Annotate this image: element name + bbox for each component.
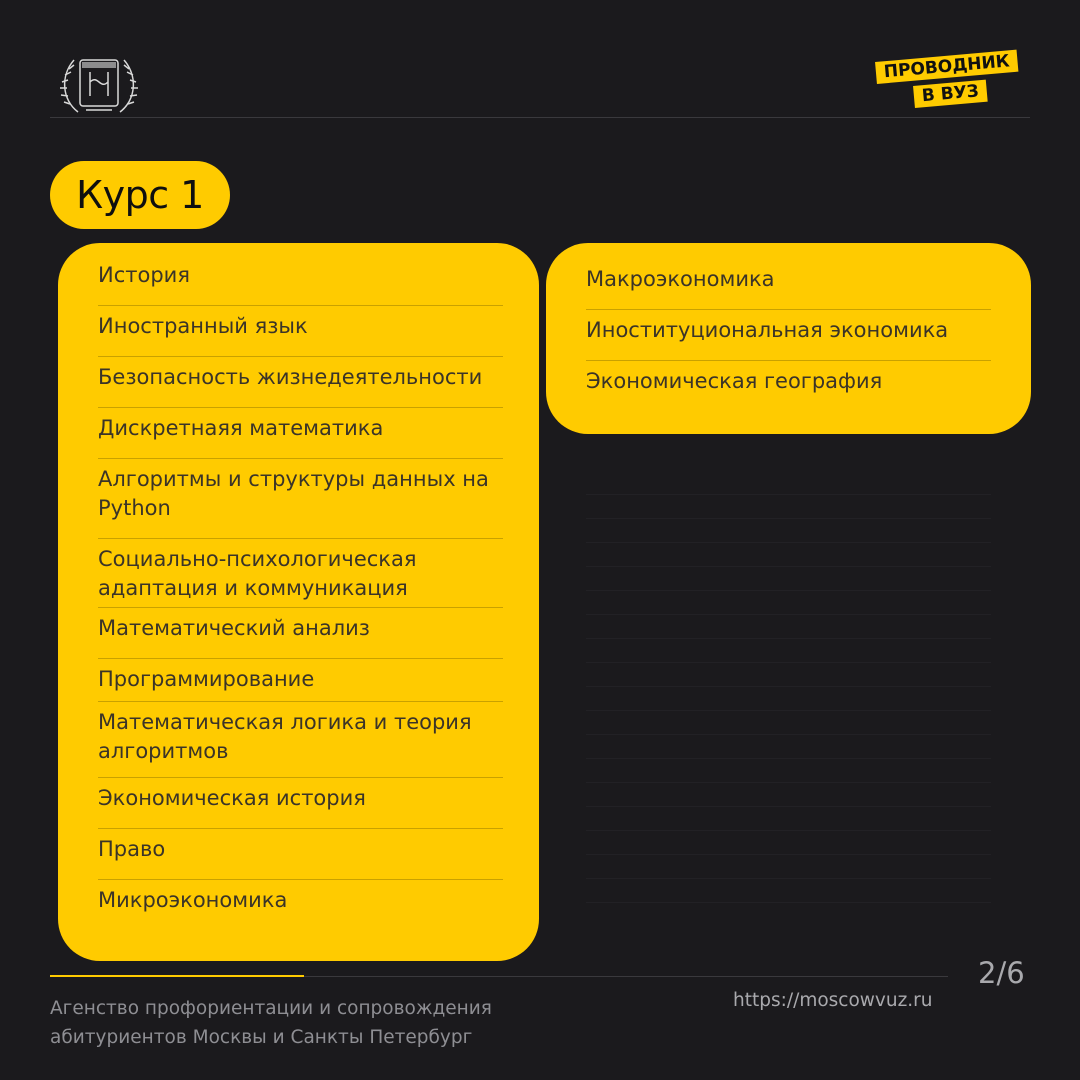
subject-item: Микроэкономика xyxy=(98,888,288,912)
brand-line-2: В ВУЗ xyxy=(913,80,988,108)
subject-item: Алгоритмы и структуры данных на Python xyxy=(98,459,503,539)
subject-item: Математический анализ xyxy=(98,608,503,659)
subject-item: Право xyxy=(98,829,503,880)
subject-item: Иноституциональная экономика xyxy=(586,310,991,361)
agency-description xyxy=(50,994,610,1052)
subjects-card-right xyxy=(546,243,1031,434)
header-divider xyxy=(50,117,1030,118)
page-counter: 2/6 xyxy=(978,956,1025,990)
subjects-card-left xyxy=(58,243,539,961)
brand-line-1: ПРОВОДНИК xyxy=(875,50,1018,84)
subject-item: Математическая логика и теория алгоритмов xyxy=(98,702,503,778)
subject-item: Макроэкономика xyxy=(586,259,991,310)
agency-line-2: абитуриентов Москвы и Санкты Петербург xyxy=(50,1027,473,1048)
course-title: Курс 1 xyxy=(50,161,230,229)
subject-item: Социально-психологическая адаптация и коммуникация xyxy=(98,539,503,608)
subjects-list-left xyxy=(98,255,503,930)
university-seal-icon xyxy=(56,52,142,122)
subject-item: Иностранный язык xyxy=(98,306,503,357)
website-link[interactable]: https://moscowvuz.ru xyxy=(733,990,933,1011)
subject-item: Экономическая история xyxy=(98,778,503,829)
subjects-list-right xyxy=(586,259,991,411)
footer-progress-accent xyxy=(50,975,304,977)
brand-badge[interactable] xyxy=(876,52,1030,110)
subject-item: История xyxy=(98,255,503,306)
subject-item: Экономическая география xyxy=(586,369,883,393)
agency-line-1: Агенство профориентации и сопровождения xyxy=(50,998,492,1019)
subject-item: Программирование xyxy=(98,659,503,702)
subject-item: Безопасность жизнедеятельности xyxy=(98,357,503,408)
placeholder-lines xyxy=(586,494,991,924)
subject-item: Дискретнаяя математика xyxy=(98,408,503,459)
